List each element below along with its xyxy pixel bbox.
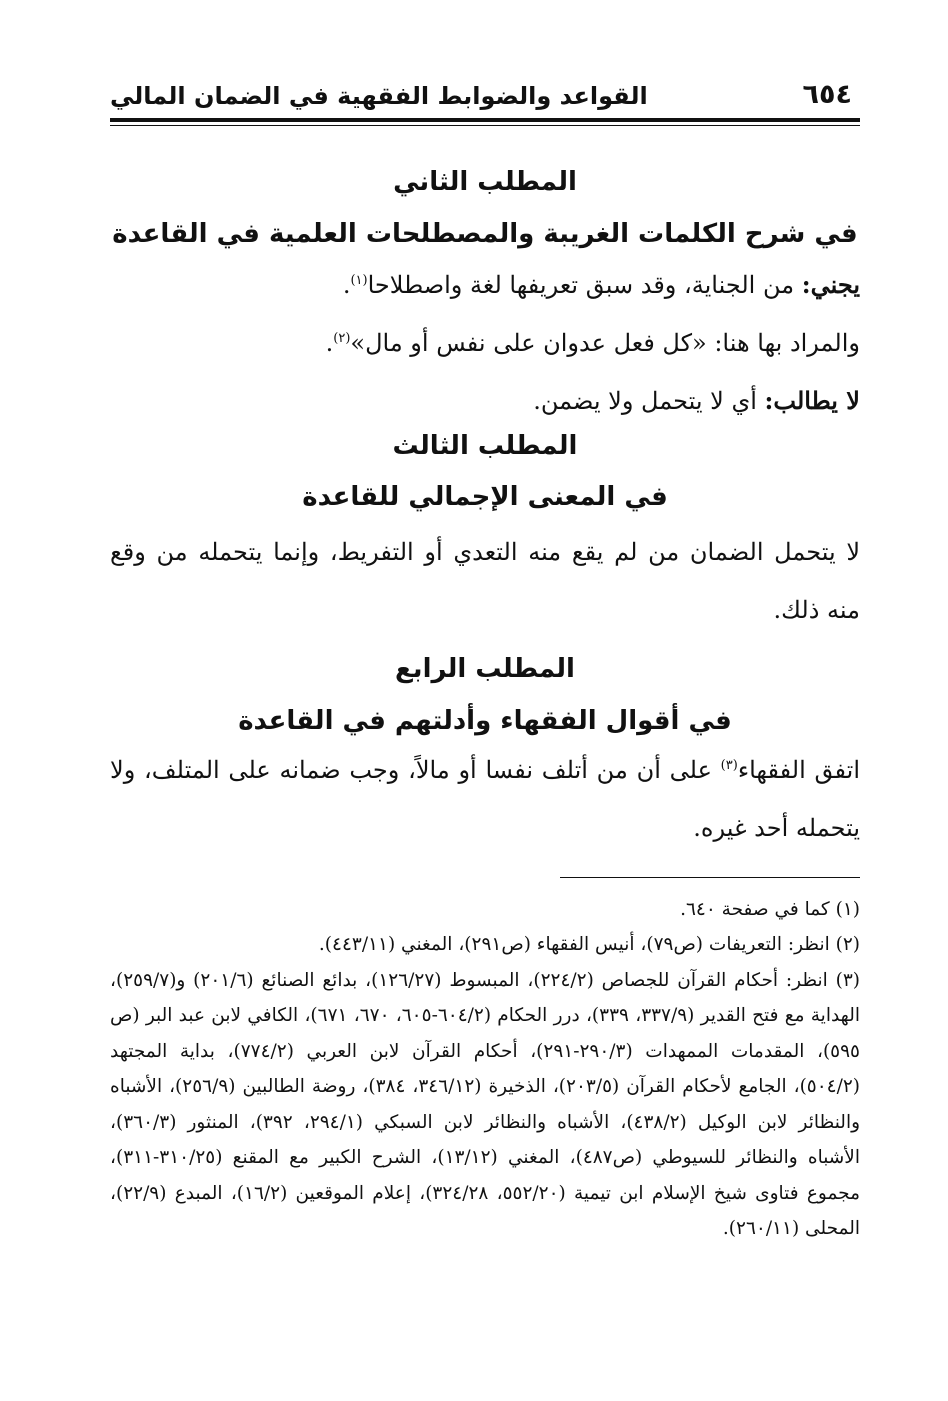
definition-meaning-tail: .: [325, 328, 334, 357]
definition-la-yutalab-text: أي لا يتحمل ولا يضمن.: [533, 386, 765, 415]
footnote-3: (٣) انظر: أحكام القرآن للجصاص (٢٢٤/٢)، المبسوط (١٢٦/٢٧)، بدائع الصنائع (٢٠١/٦) و(٢٥٩/٧)، الهداية مع فتح القدير (٣٣٧/٩، ٣٣٩)، درر الحكام (٦٠٤/٢-٦٠٥، ٦٧٠، ٦٧١)، الكافي لابن عبد البر (ص ٥٩٥)، المقدمات الممهدات (٢٩٠/٣-٢٩١)، أحكام القرآن لابن العربي (٧٧٤/٢)، بداية المجتهد (٥٠٤/٢)، الجامع لأحكام القرآن (٢٠٣/٥)، الذخيرة (٣٤٦/١٢، ٣٨٤)، روضة الطالبين (٢٥٦/٩)، الأشباه والنظائر لابن الوكيل (٤٣٨/٢)، الأشباه والنظائر لابن السبكي (٢٩٤/١، ٣٩٢)، المنثور (٣٦٠/٣)، الأشباه والنظائر للسيوطي (ص٤٨٧)، المغني (١٣/١٢)، الشرح الكبير مع المقنع (٣١٠/٢٥-٣١١)، مجموع فتاوى شيخ الإسلام ابن تيمية (٥٥٢/٢٠، ٣٢٤/٢٨)، إعلام الموقعين (١٦/٢)، المبدع (٢٢/٩)، المحلى (٢٦٠/١١).: [110, 969, 861, 1240]
definition-yajni-tail: .: [342, 270, 351, 299]
definition-yajni: [110, 256, 860, 314]
opinions-text-start: اتفق الفقهاء: [737, 755, 861, 784]
section-title-4: المطلب الرابع: [395, 654, 575, 685]
footnote-2: (٢) انظر: التعريفات (ص٧٩)، أنيس الفقهاء (ص٢٩١)، المغني (٤٤٣/١١).: [318, 934, 860, 956]
definitions-block: [110, 256, 860, 430]
section-subtitle-4: في أقوال الفقهاء وأدلتهم في القاعدة: [238, 705, 732, 736]
definition-yajni-text: من الجناية، وقد سبق تعريفها لغة واصطلاحا: [367, 270, 802, 299]
footnotes: [110, 892, 860, 1247]
running-header: [110, 62, 860, 110]
summary-paragraph: لا يتحمل الضمان من لم يقع منه التعدي أو التفريط، وإنما يتحمله من وقع منه ذلك.: [110, 538, 860, 625]
page-number: ٦٥٤: [802, 79, 852, 110]
section-title-2: المطلب الثاني: [393, 167, 577, 197]
footnote-ref-3[interactable]: (٣): [720, 757, 738, 773]
footnote-1: (١) كما في صفحة ٦٤٠.: [680, 898, 860, 920]
footnote-ref-2[interactable]: (٢): [333, 330, 351, 346]
opinions-paragraph: [110, 741, 860, 857]
running-title: القواعد والضوابط الفقهية في الضمان المالي: [110, 82, 648, 110]
definition-meaning-text: والمراد بها هنا: «كل فعل عدوان على نفس أو مال»: [350, 328, 860, 357]
header-rule-thick: [110, 118, 860, 122]
section-subtitle-3: في المعنى الإجمالي للقاعدة: [302, 482, 668, 513]
footnote-separator: [560, 877, 860, 878]
footnote-ref-1[interactable]: (١): [350, 272, 368, 288]
header-rule-thin: [110, 125, 860, 126]
definition-meaning: [110, 314, 860, 372]
term-la-yutalab: لا يطالب:: [764, 385, 860, 415]
term-yajni: يجني:: [801, 269, 860, 299]
section-title-3: المطلب الثالث: [392, 430, 578, 461]
definition-la-yutalab: [110, 372, 860, 430]
opinions-text-end: على أن من أتلف نفسا أو مالاً، وجب ضمانه على المتلف، ولا يتحمله أحد غيره.: [110, 755, 860, 842]
section-subtitle-2: في شرح الكلمات الغريبة والمصطلحات العلمية في القاعدة: [112, 218, 858, 249]
